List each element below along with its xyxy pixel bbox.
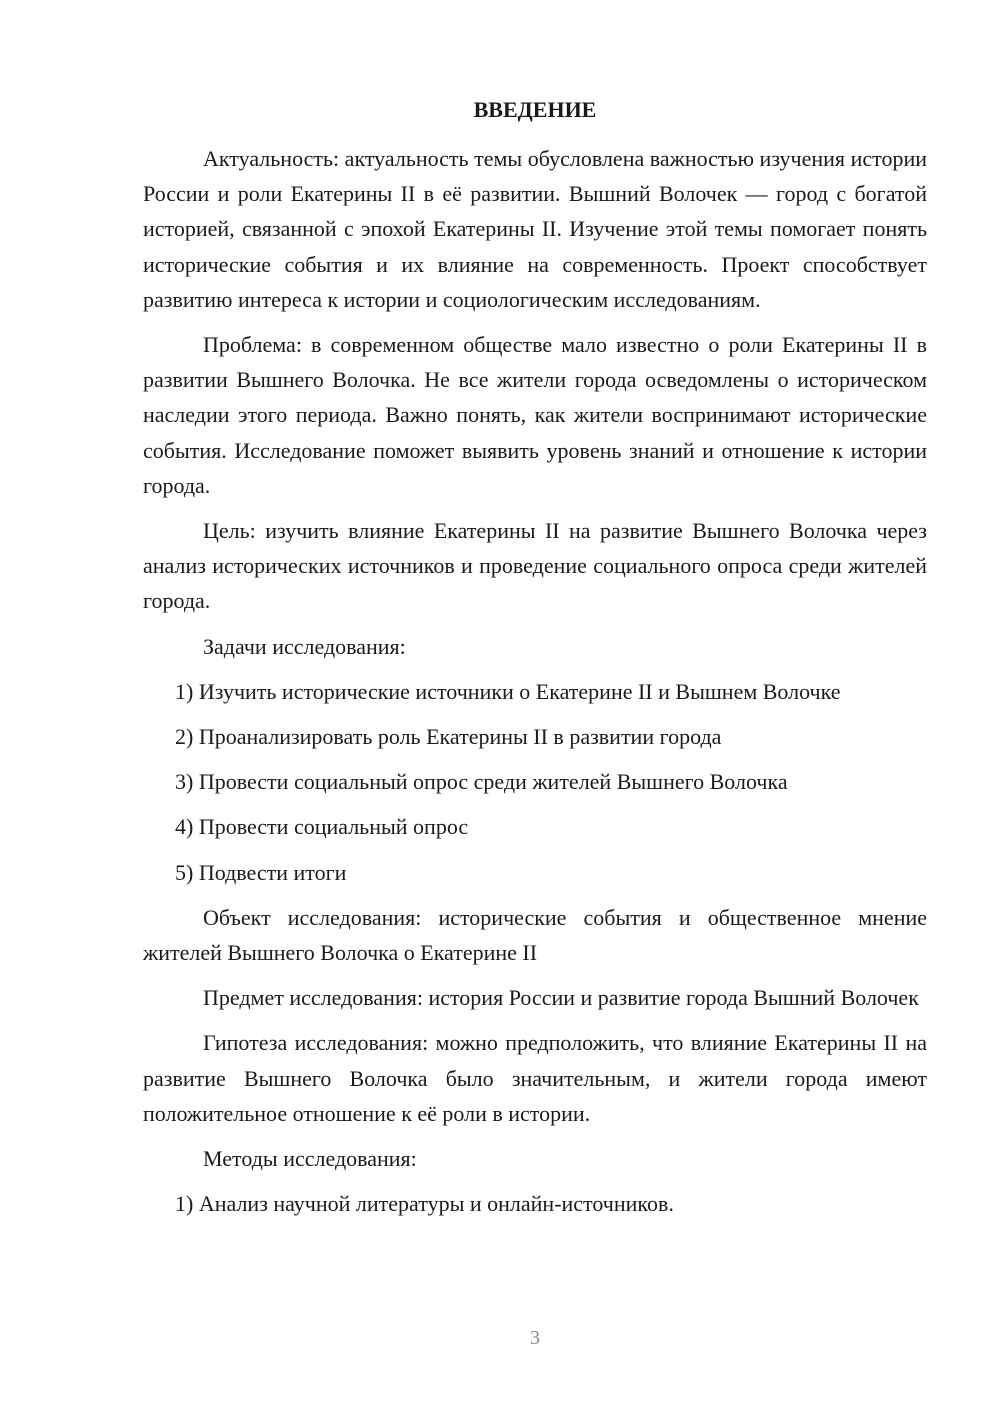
list-item: 1) Изучить исторические источники о Екатерине II и Вышнем Волочке xyxy=(175,678,841,704)
list-item: 2) Проанализировать роль Екатерины II в развитии города xyxy=(175,724,722,750)
methods-label: Методы исследования: xyxy=(203,1146,417,1172)
paragraph-object: Объект исследования: исторические события и общественное мнение жителей Вышнего Волочка о Екатерине II xyxy=(143,904,927,966)
tasks-list xyxy=(143,674,927,890)
methods-list xyxy=(143,1186,927,1221)
list-item: 5) Подвести итоги xyxy=(175,859,347,885)
section-heading: ВВЕДЕНИЕ xyxy=(473,97,597,122)
paragraph-subject: Предмет исследования: история России и развитие города Вышний Волочек xyxy=(203,985,919,1011)
paragraph-goal: Цель: изучить влияние Екатерины II на развитие Вышнего Волочка через анализ исторических источников и проведение социального опроса среди жителей города. xyxy=(143,518,927,614)
paragraph-relevance: Актуальность: актуальность темы обусловлена важностью изучения истории России и роли Екатерины II в её развитии. Вышний Волочек — город с богатой историей, связанной с эпохой Екатерины II. Изучение этой темы помогает понять исторические события и их влияние на современность. Проект способствует развитию интереса к истории и социологическим исследованиям. xyxy=(143,146,927,312)
paragraph-problem: Проблема: в современном обществе мало известно о роли Екатерины II в развитии Вышнего Волочка. Не все жители города осведомлены о историческом наследии этого периода. Важно понять, как жители воспринимают исторические события. Исследование поможет выявить уровень знаний и отношение к истории города. xyxy=(143,332,927,498)
list-item: 3) Провести социальный опрос среди жителей Вышнего Волочка xyxy=(175,769,788,795)
list-item: 4) Провести социальный опрос xyxy=(175,814,469,840)
list-item: 1) Анализ научной литературы и онлайн-источников. xyxy=(175,1191,674,1217)
tasks-label: Задачи исследования: xyxy=(203,633,406,659)
page-number: 3 xyxy=(530,1327,540,1349)
paragraph-hypothesis: Гипотеза исследования: можно предположить, что влияние Екатерины II на развитие Вышнего Волочка было значительным, и жители города имеют положительное отношение к её роли в истории. xyxy=(143,1030,927,1126)
page-content xyxy=(143,92,927,1231)
